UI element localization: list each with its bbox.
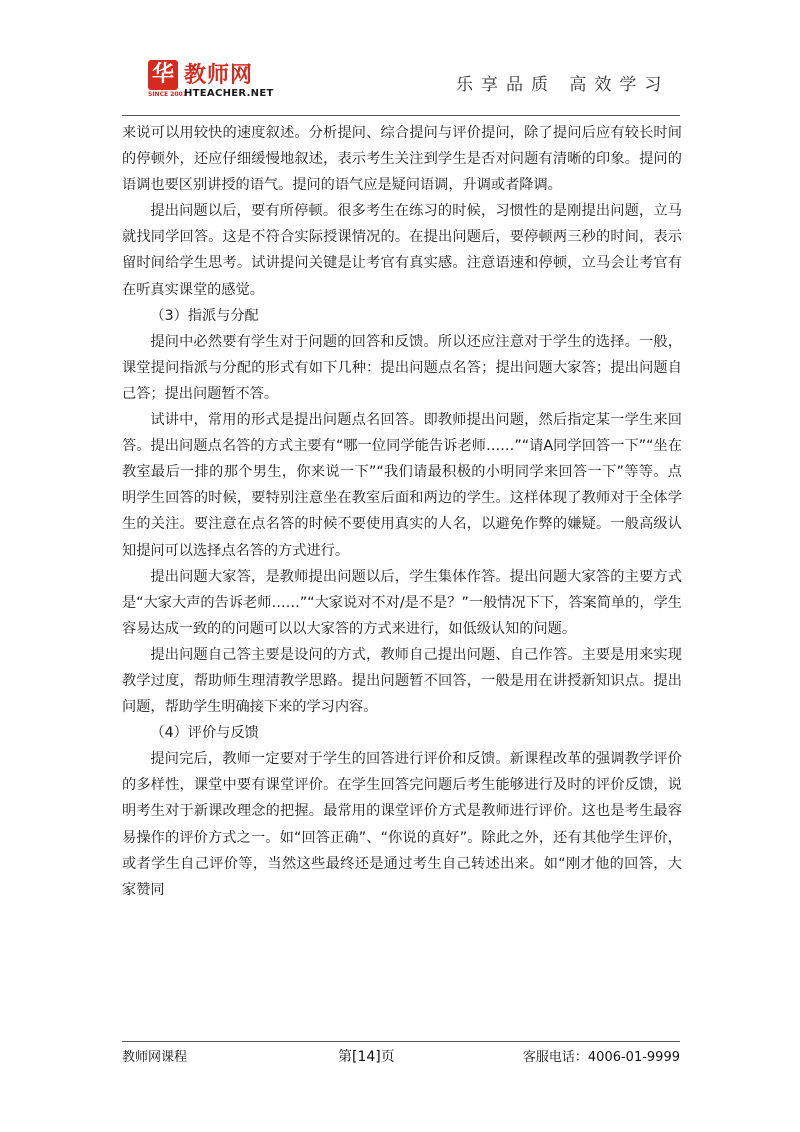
footer-course-label: 教师网课程 — [122, 1050, 188, 1065]
paragraph: 提问完后，教师一定要对于学生的回答进行评价和反馈。新课程改革的强调教学评价的多样性，课堂中要有课堂评价。在学生回答完问题后考生能够进行及时的评价反馈，说明考生对于新课改理念的把握。最常用的课堂评价方式是教师进行评价。这也是考生最容易操作的评价方式之一。如“回答正确”、“你说的真好”。除此之外，还有其他学生评价，或者学生自己评价等，当然这些最终还是通过考生自己转述出来。如“刚才他的回答，大家赞同 — [122, 751, 682, 898]
paragraph: 提出问题以后，要有所停顿。很多考生在练习的时候，习惯性的是刚提出问题，立马就找同学回答。这是不符合实际授课情况的。在提出问题后，要停顿两三秒的时间，表示留时间给学生思考。试讲提问关键是让考官有真实感。注意语速和停顿，立马会让考官有在听真实课堂的感觉。 — [122, 203, 682, 298]
page-header — [0, 0, 800, 118]
footer-phone: 客服电话：4006-01-9999 — [522, 1050, 680, 1065]
site-logo[interactable] — [148, 58, 278, 100]
logo-chinese-name: 教师网 — [184, 63, 254, 88]
section-heading: （3）指派与分配 — [150, 307, 259, 324]
paragraph: 来说可以用较快的速度叙述。分析提问、综合提问与评价提问，除了提问后应有较长时间的停顿外，还应仔细缓慢地叙述，表示考生关注到学生是否对问题有清晰的印象。提问的语调也要区别讲授的语气。提问的语气应是疑问语调，升调或者降调。 — [122, 125, 682, 194]
section-heading: （4）评价与反馈 — [150, 725, 259, 742]
page-footer — [122, 1046, 680, 1066]
header-slogan: 乐享品质 高效学习 — [456, 75, 670, 95]
page-number: 第[14]页 — [338, 1049, 395, 1065]
logo-english-name: HTEACHER.NET — [184, 88, 274, 99]
paragraph: 试讲中，常用的形式是提出问题点名回答。即教师提出问题，然后指定某一学生来回答。提出问题点名答的方式主要有“哪一位同学能告诉老师……”“请A同学回答一下”“坐在教室最后一排的那个男生，你来说一下”“我们请最积极的小明同学来回答一下”等等。点明学生回答的时候，要特别注意坐在教室后面和两边的学生。这样体现了教师对于全体学生的关注。要注意在点名答的时候不要使用真实的人名，以避免作弊的嫌疑。一般高级认知提问可以选择点名答的方式进行。 — [122, 412, 682, 559]
logo-mark-icon: 华 — [148, 60, 178, 90]
logo-year: SINCE 2001 — [148, 91, 187, 98]
header-divider — [122, 115, 680, 116]
paragraph: 提出问题大家答，是教师提出问题以后，学生集体作答。提出问题大家答的主要方式是“大家大声的告诉老师……”“大家说对不对/是不是？”一般情况下下，答案简单的，学生容易达成一致的的问题可以以大家答的方式来进行，如低级认知的问题。 — [122, 568, 682, 637]
paragraph: 提出问题自己答主要是设问的方式，教师自己提出问题、自己作答。主要是用来实现教学过度，帮助师生理清教学思路。提出问题暂不回答，一般是用在讲授新知识点。提出问题，帮助学生明确接下来的学习内容。 — [122, 646, 682, 716]
footer-divider — [122, 1041, 680, 1042]
document-body — [122, 120, 682, 903]
paragraph: 提问中必然要有学生对于问题的回答和反馈。所以还应注意对于学生的选择。一般，课堂提问指派与分配的形式有如下几种：提出问题点名答；提出问题大家答；提出问题自己答；提出问题暂不答。 — [122, 333, 682, 402]
